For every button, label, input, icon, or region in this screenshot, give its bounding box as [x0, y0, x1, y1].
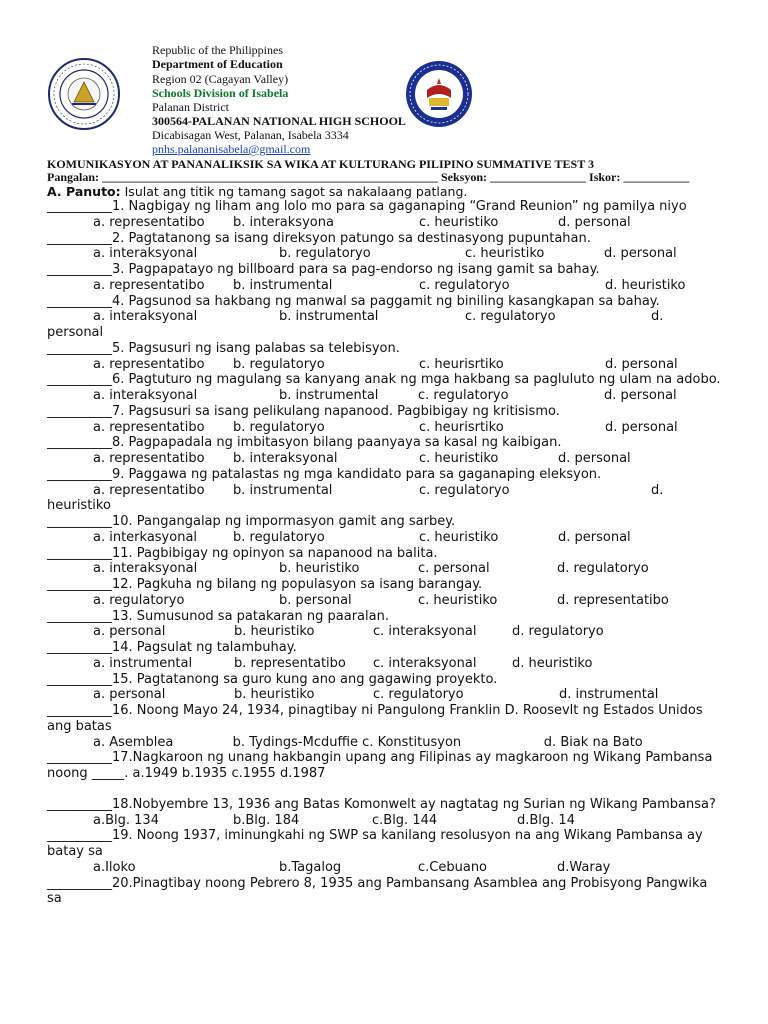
option-d: d. instrumental [559, 687, 659, 703]
question-11: __________11. Pagbibigay ng opinyon sa napanood na balita. [47, 545, 438, 561]
option-d: d. personal [558, 214, 631, 230]
option-d: d. personal [604, 388, 677, 403]
question-18: __________18.Nobyembre 13, 1936 ang Batas Komonwelt ay nagtatag ng Surian ng Wikang Pambansa? [47, 796, 716, 812]
option-d: d. heuristiko [512, 655, 593, 671]
options-13 [47, 624, 722, 640]
option-b: b. heuristiko [234, 624, 315, 640]
option-d: d. [651, 482, 664, 498]
republic-line: Republic of the Philippines [152, 43, 283, 57]
option-d: d.Blg. 14 [517, 812, 575, 828]
option-a: a. representatibo [93, 277, 205, 293]
option-a: a. Asemblea [93, 734, 174, 750]
letterhead [0, 0, 768, 160]
option-d: d. personal [558, 451, 631, 466]
option-d: d.Waray [557, 859, 611, 875]
options-2 [47, 246, 722, 262]
options-1 [47, 215, 722, 231]
options-10 [47, 530, 722, 546]
options-4 [47, 309, 722, 325]
options-7 [47, 420, 722, 436]
option-bc: b. Tydings-Mcduffie c. Konstitusyon [232, 734, 462, 750]
option-b: b. instrumental [279, 388, 379, 403]
option-a: a. representatibo [93, 419, 205, 435]
school-seal-icon [405, 60, 473, 128]
option-a: a. interaksyonal [93, 561, 198, 577]
option-d: d. Biak na Bato [543, 734, 643, 750]
option-d: d. personal [558, 529, 631, 545]
options-11 [47, 561, 722, 577]
question-1: __________1. Nagbigay ng liham ang lolo mo para sa gaganaping “Grand Reunion” ng pamilya niyo [47, 199, 687, 214]
option-d: d. heuristiko [605, 277, 686, 293]
option-b: b.Tagalog [279, 859, 342, 875]
directions-text: Isulat ang titik ng tamang sagot sa nakalaang patlang. [120, 184, 468, 199]
email-link[interactable]: pnhs.palananisabela@gmail.com [152, 142, 311, 156]
options-8 [47, 451, 722, 467]
option-a: a. representatibo [93, 214, 205, 230]
question-8: __________8. Pagpapadala ng imbitasyon bilang paanyaya sa kasal ng kaibigan. [47, 435, 562, 451]
option-a: a. interaksyonal [93, 246, 198, 262]
option-b: b. regulatoryo [233, 529, 325, 545]
option-b: b. regulatoryo [233, 356, 325, 372]
option-d-wrap-9: heuristiko [47, 498, 111, 514]
option-d: d. personal [605, 419, 678, 435]
option-b: b. regulatoryo [279, 246, 371, 262]
option-c: c.Cebuano [418, 859, 488, 875]
department-line: Department of Education [152, 57, 283, 71]
question-16: __________16. Noong Mayo 24, 1934, pinagtibay ni Pangulong Franklin D. Roosevlt ng Estados Unidos ang batas [47, 703, 703, 734]
option-b: b. instrumental [279, 309, 379, 325]
option-a: a. representatibo [93, 451, 205, 466]
option-a: a. personal [93, 687, 166, 703]
option-b: b. heuristiko [279, 561, 360, 577]
question-10: __________10. Pangangalap ng impormasyon gamit ang sarbey. [47, 514, 456, 529]
question-4: __________4. Pagsunod sa hakbang ng manwal sa paggamit ng biniling kasangkapan sa bahay. [47, 293, 660, 309]
option-c: c. heuristiko [465, 246, 545, 262]
options-19 [47, 860, 722, 876]
option-c: c. heuristiko [419, 214, 499, 230]
option-c: c. heuristiko [419, 451, 499, 466]
options-18 [47, 813, 722, 829]
option-c: c. regulatoryo [418, 388, 509, 403]
option-b: b. representatibo [234, 655, 346, 671]
question-5: __________5. Pagsusuri ng isang palabas sa telebisyon. [47, 340, 400, 356]
option-b: b. regulatoryo [233, 419, 325, 435]
region-line: Region 02 (Cagayan Valley) [152, 72, 289, 86]
question-14: __________14. Pagsulat ng talambuhay. [47, 640, 297, 655]
option-b: b. heuristiko [234, 687, 315, 703]
question-9: __________9. Paggawa ng patalastas ng mga kandidato para sa gaganaping eleksyon. [47, 466, 602, 482]
division-line: Schools Division of Isabela [152, 86, 289, 100]
option-d: d. personal [604, 246, 677, 262]
option-a: a. interkasyonal [93, 529, 198, 545]
question-7: __________7. Pagsusuri sa isang pelikulang napanood. Pagbibigay ng kritisismo. [47, 403, 560, 419]
option-d: d. personal [605, 356, 678, 372]
question-19: __________19. Noong 1937, iminungkahi ng SWP sa kanilang resolusyon na ang Wikang Pambansa ay batay sa [47, 828, 703, 859]
option-b: b. interaksyonal [233, 451, 338, 466]
option-d-wrap-4: personal [47, 325, 104, 340]
option-a: a. interaksyonal [93, 388, 198, 403]
directions-label: A. Panuto: [47, 184, 121, 199]
option-c: c. heuristiko [418, 592, 498, 608]
option-c: c. personal [418, 561, 490, 577]
question-3: __________3. Pagpapatayo ng billboard para sa pag-endorso ng isang gamit sa bahay. [47, 262, 600, 277]
options-3 [47, 278, 722, 294]
option-a: a. interaksyonal [93, 309, 198, 325]
school-line: 300564-PALANAN NATIONAL HIGH SCHOOL [152, 114, 406, 128]
option-a: a.Iloko [93, 859, 136, 875]
option-c: c. heurisrtiko [419, 419, 504, 435]
address-line: Dicabisagan West, Palanan, Isabela 3334 [152, 128, 349, 142]
question-list [47, 199, 722, 907]
option-c: c. regulatoryo [419, 482, 510, 498]
question-13: __________13. Sumusunod sa patakaran ng paaralan. [47, 608, 389, 624]
options-16 [47, 735, 722, 751]
test-title: KOMUNIKASYON AT PANANALIKSIK SA WIKA AT KULTURANG PILIPINO SUMMATIVE TEST 3 [47, 157, 595, 171]
options-9 [47, 483, 722, 499]
directions [47, 184, 467, 199]
option-a: a. representatibo [93, 356, 205, 372]
option-a: a. instrumental [93, 655, 193, 671]
option-b: b.Blg. 184 [233, 812, 300, 828]
option-c: c. interaksyonal [373, 624, 477, 640]
option-d: d. regulatoryo [512, 624, 604, 640]
question-12: __________12. Pagkuha ng bilang ng populasyon sa isang barangay. [47, 577, 483, 592]
question-2: __________2. Pagtatanong sa isang direksyon patungo sa destinasyong pupuntahan. [47, 230, 591, 246]
option-b: b. personal [279, 592, 352, 608]
option-c: c. regulatoryo [465, 309, 556, 325]
deped-seal-icon [48, 58, 120, 130]
question-17: __________17.Nagkaroon ng unang hakbangin upang ang Filipinas ay magkaroon ng Wikang Pambansa noong _____. a.1949 b.1935 c.1955 d.1987 [47, 750, 713, 781]
question-15: __________15. Pagtatanong sa guro kung ano ang gagawing proyekto. [47, 671, 498, 687]
student-info-fields[interactable]: Pangalan: ________________________________________________________ Seksyon: ________________ Iskor: ___________ [47, 170, 690, 184]
option-d: d. representatibo [557, 592, 669, 608]
options-6 [47, 388, 722, 404]
option-c: c. heuristiko [419, 529, 499, 545]
options-14 [47, 656, 722, 672]
district-line: Palanan District [152, 100, 229, 114]
option-b: b. interaksyona [233, 214, 334, 230]
options-15 [47, 687, 722, 703]
question-6: __________6. Pagtuturo ng magulang sa kanyang anak ng mga hakbang sa pagluluto ng ulam na adobo. [47, 372, 721, 388]
option-a: a.Blg. 134 [93, 812, 159, 828]
option-b: b. instrumental [233, 277, 333, 293]
options-5 [47, 357, 722, 373]
option-d: d. [651, 309, 664, 325]
option-c: c. regulatoryo [419, 277, 510, 293]
option-c: c. interaksyonal [373, 655, 477, 671]
question-20: __________20.Pinagtibay noong Pebrero 8, 1935 ang Pambansang Asamblea ang Probisyong Pangwika sa [47, 875, 708, 907]
option-c: c. heurisrtiko [419, 356, 504, 372]
options-12 [47, 593, 722, 609]
option-c: c. regulatoryo [373, 687, 464, 703]
option-a: a. regulatoryo [93, 592, 185, 608]
option-c: c.Blg. 144 [372, 812, 438, 828]
option-a: a. personal [93, 624, 166, 640]
option-b: b. instrumental [233, 482, 333, 498]
option-a: a. representatibo [93, 482, 205, 498]
option-d: d. regulatoryo [557, 561, 649, 577]
